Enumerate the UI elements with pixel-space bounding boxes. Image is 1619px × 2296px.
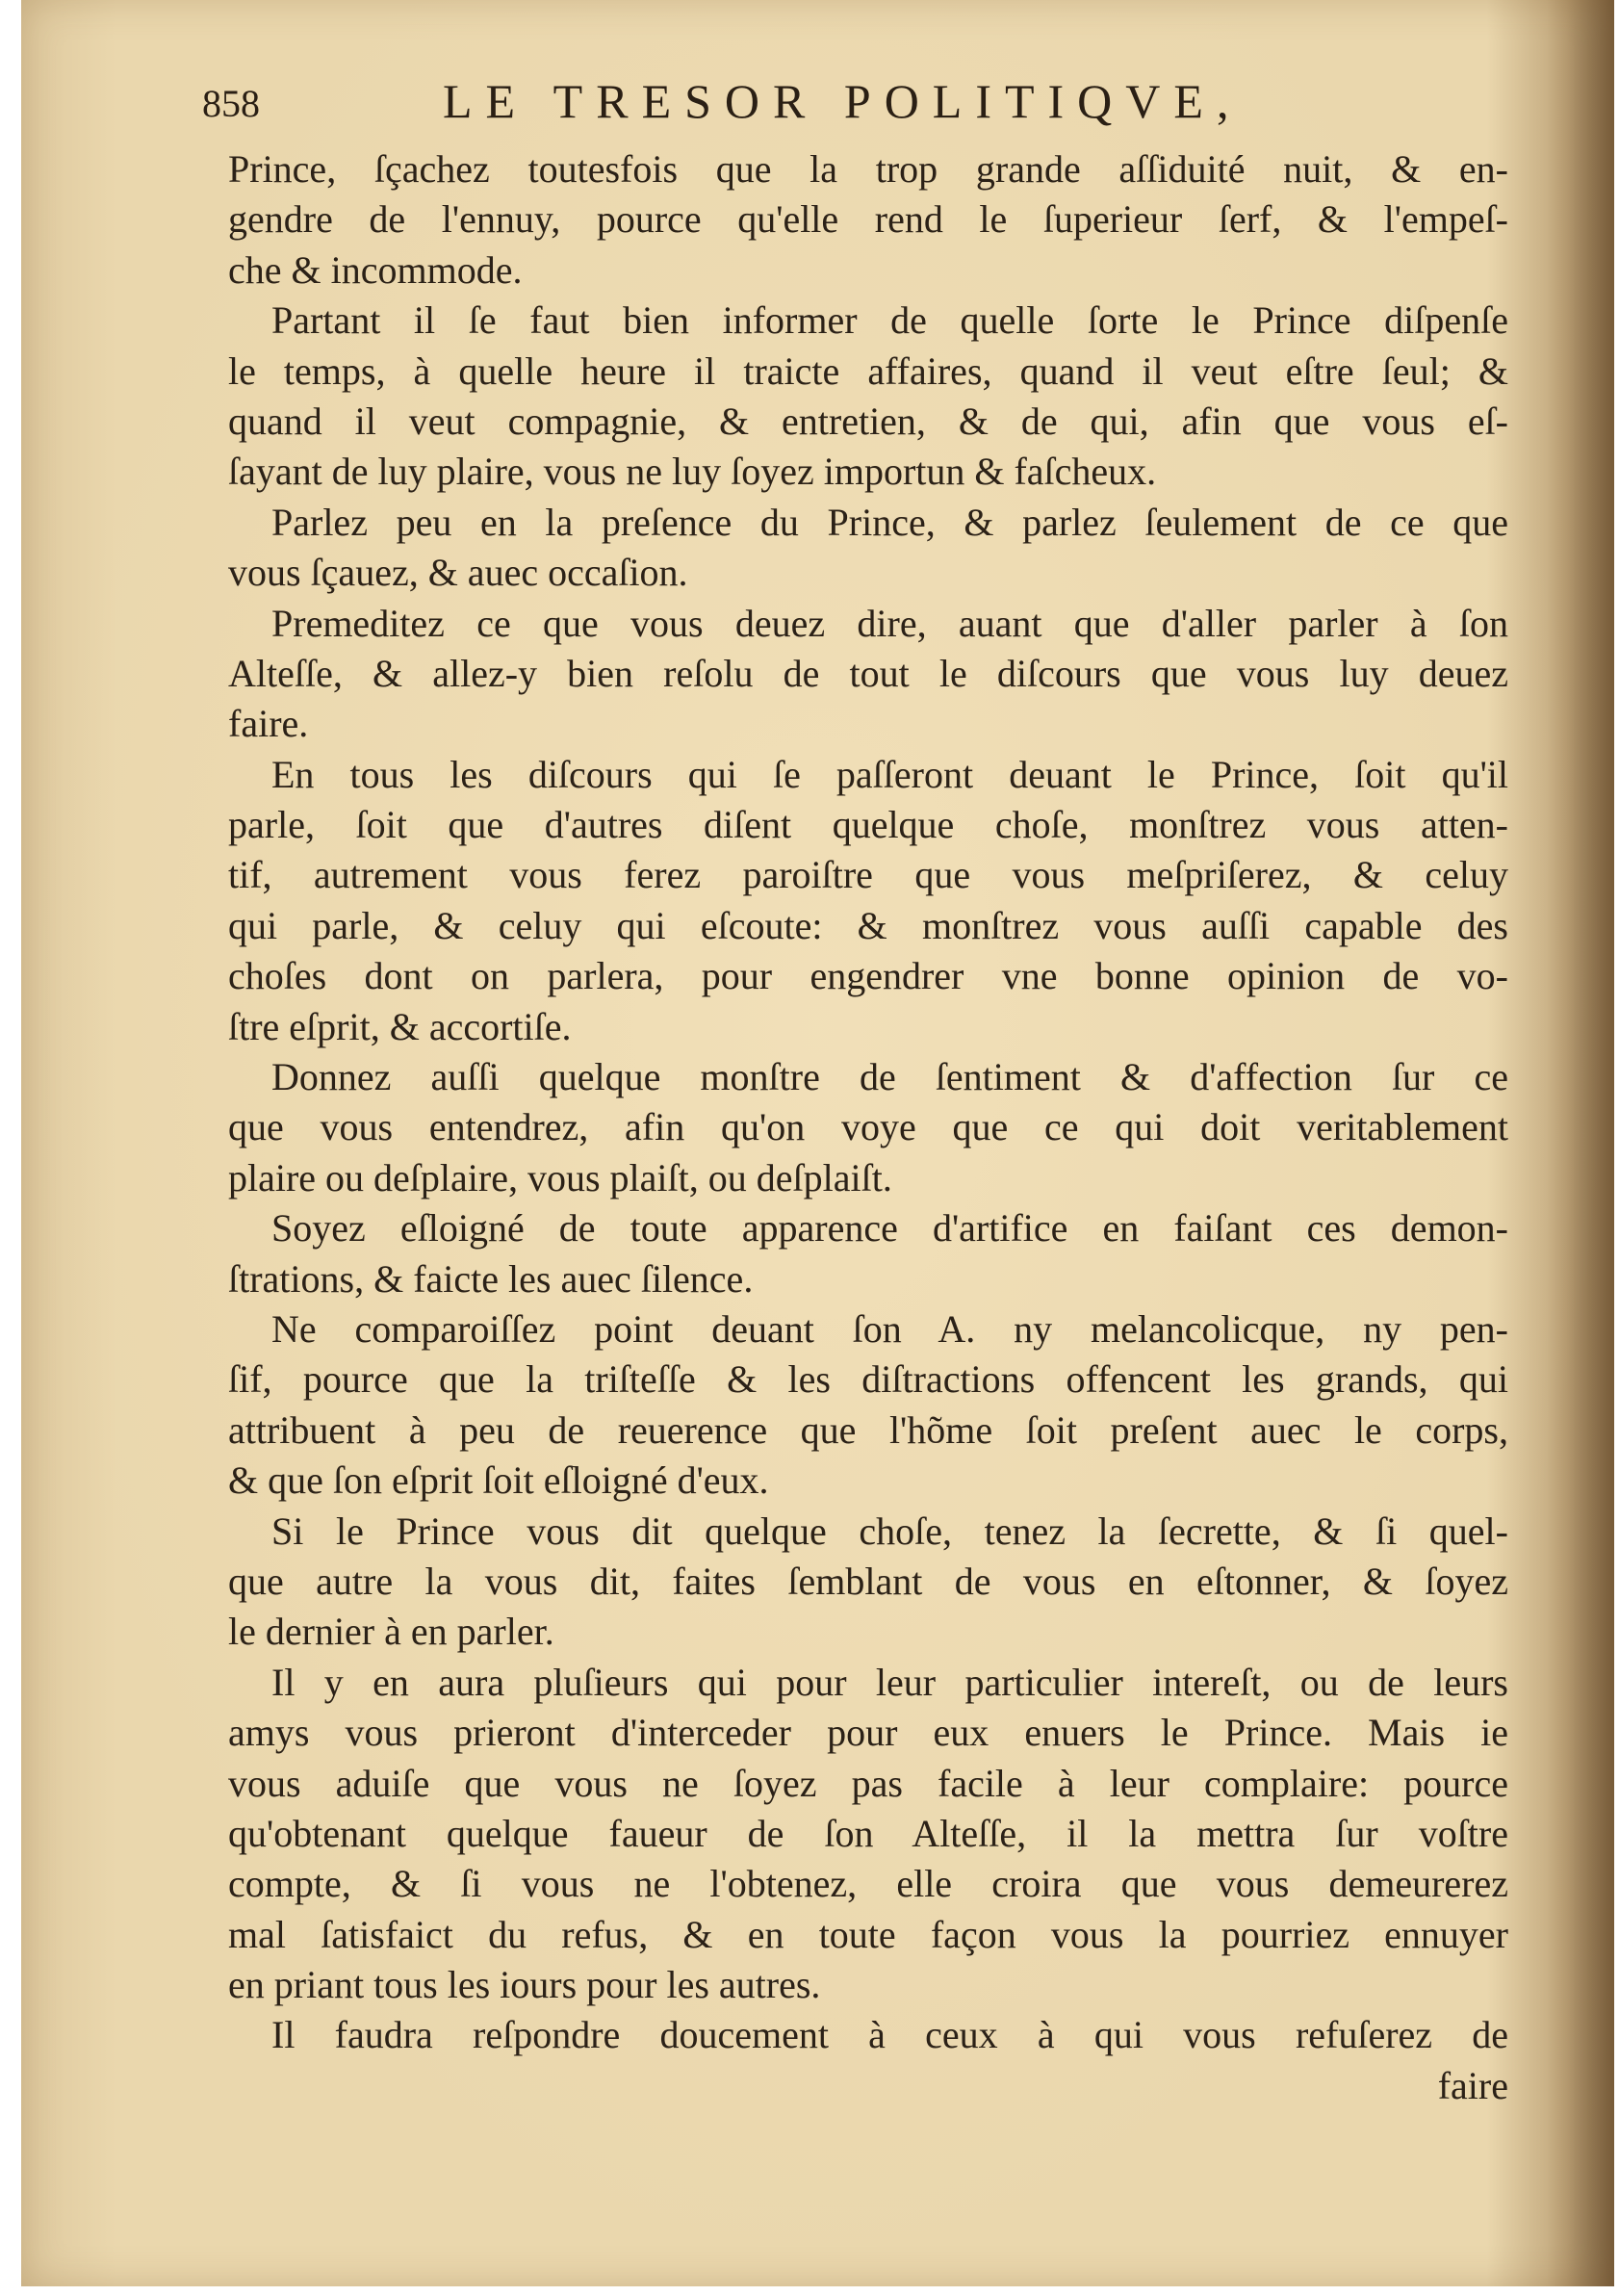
text-line: Si le Prince vous dit quelque choſe, tenez la ſecrette, & ſi quel-	[271, 1509, 1508, 1553]
text-line: Prince, ſçachez toutesfois que la trop grande aſſiduité nuit, & en-	[228, 147, 1508, 191]
page-header	[202, 67, 1482, 144]
text-line: Donnez auſſi quelque monſtre de ſentiment & d'affection ſur ce	[271, 1055, 1508, 1099]
text-line: ſif, pource que la triſteſſe & les diſtractions offencent les grands, qui	[228, 1357, 1508, 1402]
text-line: Ne comparoiſſez point deuant ſon A. ny melancolicque, ny pen-	[271, 1306, 1508, 1351]
text-line: Soyez eſloigné de toute apparence d'artifice en faiſant ces demon-	[271, 1206, 1508, 1251]
text-line: plaire ou deſplaire, vous plaiſt, ou deſplaiſt.	[228, 1155, 892, 1200]
page-edge-shadow	[1547, 0, 1614, 2286]
text-line: En tous les diſcours qui ſe paſſeront deuant le Prince, ſoit qu'il	[271, 752, 1508, 796]
text-line: le dernier à en parler.	[228, 1610, 554, 1654]
text-line: compte, & ſi vous ne l'obtenez, elle croira que vous demeurerez	[228, 1862, 1508, 1906]
text-line: Il faudra reſpondre doucement à ceux à qui vous refuſerez de	[271, 2013, 1508, 2057]
text-line: qu'obtenant quelque faueur de ſon Alteſſe, il la mettra ſur voſtre	[228, 1811, 1508, 1855]
text-line: que autre la vous dit, faites ſemblant de vous en eſtonner, & ſoyez	[228, 1559, 1508, 1603]
book-page	[21, 0, 1614, 2286]
text-line: faire.	[228, 702, 309, 746]
text-line: che & incommode.	[228, 247, 523, 292]
text-line: vous aduiſe que vous ne ſoyez pas facile à leur complaire: pource	[228, 1761, 1508, 1805]
text-line: Alteſſe, & allez-y bien reſolu de tout le diſcours que vous luy deuez	[228, 651, 1508, 695]
text-line: choſes dont on parlera, pour engendrer vne bonne opinion de vo-	[228, 954, 1508, 998]
text-line: Premeditez ce que vous deuez dire, auant que d'aller parler à ſon	[271, 601, 1508, 645]
text-line: mal ſatisfaict du refus, & en toute façon vous la pourriez ennuyer	[228, 1912, 1508, 1956]
text-line: qui parle, & celuy qui eſcoute: & monſtrez vous auſſi capable des	[228, 903, 1508, 947]
text-line: ſtre eſprit, & accortiſe.	[228, 1004, 572, 1048]
text-line: attribuent à peu de reuerence que l'hõme ſoit preſent auec le corps,	[228, 1407, 1508, 1452]
text-line: Il y en aura pluſieurs qui pour leur particulier intereſt, ou de leurs	[271, 1660, 1508, 1704]
text-line: ſtrations, & faicte les auec ſilence.	[228, 1256, 754, 1301]
text-line: Parlez peu en la preſence du Prince, & parlez ſeulement de ce que	[271, 500, 1508, 544]
text-line: amys vous prieront d'interceder pour eux enuers le Prince. Mais ie	[228, 1711, 1508, 1755]
text-line: vous ſçauez, & auec occaſion.	[228, 551, 688, 595]
text-line: que vous entendrez, afin qu'on voye que ce qui doit veritablement	[228, 1105, 1508, 1149]
text-line: parle, ſoit que d'autres diſent quelque choſe, monſtrez vous atten-	[228, 803, 1508, 847]
text-line: le temps, à quelle heure il traicte affaires, quand il veut eſtre ſeul; &	[228, 348, 1508, 393]
text-line: tif, autrement vous ferez paroiſtre que vous meſpriſerez, & celuy	[228, 853, 1508, 897]
text-line: quand il veut compagnie, & entretien, & de qui, afin que vous eſ-	[228, 399, 1508, 443]
text-line: Partant il ſe faut bien informer de quelle ſorte le Prince diſpenſe	[271, 298, 1508, 343]
text-line: & que ſon eſprit ſoit eſloigné d'eux.	[228, 1458, 769, 1503]
page-number: 858	[202, 82, 260, 125]
running-title: LE TRESOR POLITIQVE,	[443, 74, 1243, 128]
text-line: gendre de l'ennuy, pource qu'elle rend le ſuperieur ſerf, & l'empeſ-	[228, 197, 1508, 242]
text-line: ſayant de luy plaire, vous ne luy ſoyez importun & faſcheux.	[228, 450, 1157, 494]
body-text	[228, 144, 1508, 2111]
catchword: faire	[1437, 2063, 1508, 2107]
text-line: en priant tous les iours pour les autres.	[228, 1963, 821, 2007]
